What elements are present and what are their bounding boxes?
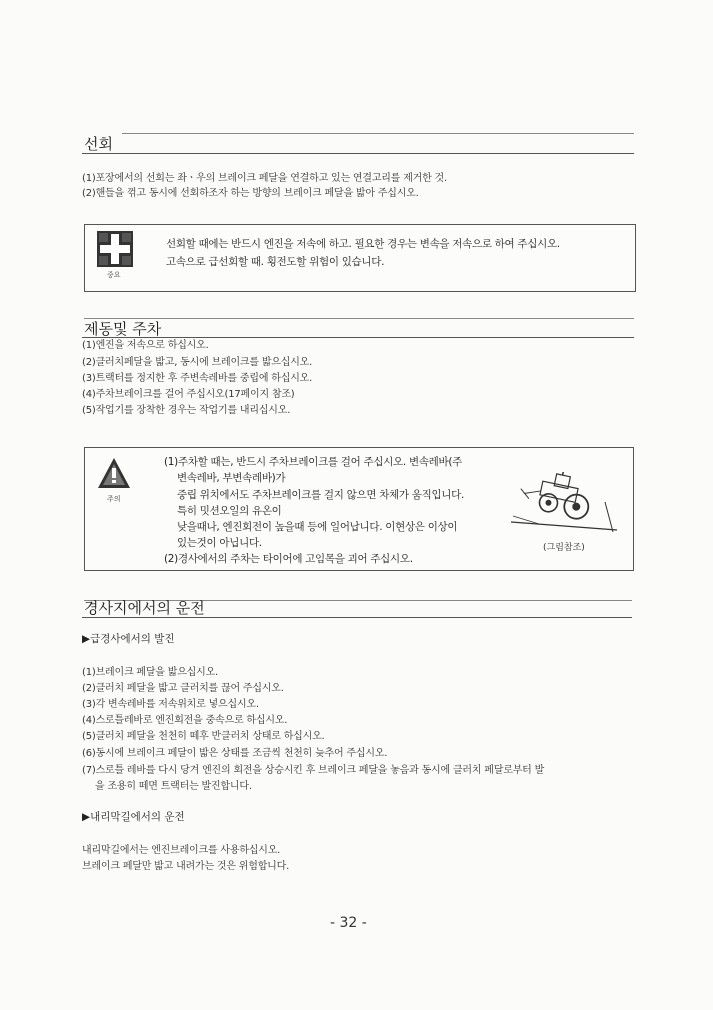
subsection-title-steep-start: ▶급경사에서의 발진 (82, 633, 175, 645)
warning-line: (2)경사에서의 주차는 타이어에 고임목을 괴어 주십시오. (164, 553, 413, 565)
list-item: (2)클러치페달을 밟고, 동시에 브레이크를 밟으십시오. (82, 357, 313, 368)
title-rule-bottom (82, 337, 634, 338)
important-cross-icon (97, 231, 133, 267)
list-item: (5)작업기를 장착한 경우는 작업기를 내리십시오. (82, 405, 291, 416)
warning-line: (1)주차할 때는, 반드시 주차브레이크를 걸어 주십시오. 변속레바(주 (164, 456, 462, 468)
section-title-braking-parking: 제동및 주차 (84, 320, 162, 338)
list-item: (7)스로틀 레바를 다시 당겨 엔진의 회전을 상승시킨 후 브레이크 페달을 놓음과 동시에 클러치 페달로부터 발 (82, 765, 545, 776)
figure-caption: (그림참조) (543, 543, 585, 553)
list-item: (2)핸들을 꺾고 동시에 선회하조자 하는 방향의 브레이크 페달을 밟아 주십시오. (82, 188, 419, 199)
warning-line: 있는것이 아닙니다. (177, 537, 262, 549)
title-rule-bottom (82, 153, 634, 154)
warning-triangle-icon (97, 457, 131, 489)
warning-label: 주의 (107, 495, 121, 503)
warning-line: 중립 위치에서도 주차브레이크를 걸지 않으면 차체가 움직입니다. (177, 489, 465, 501)
subsection-title-downhill: ▶내리막길에서의 운전 (82, 811, 185, 823)
list-item: 브레이크 페달만 밟고 내려가는 것은 위험합니다. (82, 861, 290, 872)
list-item: (6)동시에 브레이크 페달이 밟은 상태를 조금씩 천천히 늦추어 주십시오. (82, 748, 388, 759)
list-item: (1)포장에서의 선회는 좌ㆍ우의 브레이크 페달을 연결하고 있는 연결고리를 제거한 것. (82, 173, 447, 184)
list-item: (4)스로틀레바로 엔진회전을 중속으로 하십시오. (82, 715, 288, 726)
list-item: (1)브레이크 페달을 밟으십시오. (82, 667, 219, 678)
important-notice-box (84, 224, 636, 292)
notice-line: 선회할 때에는 반드시 엔진을 저속에 하고. 필요한 경우는 변속을 저속으로 하여 주십시오. (166, 238, 560, 250)
warning-line: 특히 밋션오일의 유온이 (177, 505, 282, 517)
list-item: (5)클러치 페달을 천천히 떼후 반클러치 상태로 하십시오. (82, 731, 325, 742)
section-title-slope-driving: 경사지에서의 운전 (84, 599, 205, 617)
notice-line: 고속으로 급선회할 때. 횡전도할 위험이 있습니다. (166, 256, 385, 268)
warning-line: 낮을때나, 엔진회전이 높을때 등에 일어납니다. 이현상은 이상이 (177, 521, 458, 533)
list-item: 내리막길에서는 엔진브레이크를 사용하십시오. (82, 845, 281, 856)
list-item: (3)트랙터를 정지한 후 주변속레바를 중립에 하십시오. (82, 373, 313, 384)
tractor-slope-illustration (509, 472, 619, 534)
page-number: - 32 - (330, 915, 367, 931)
important-label: 중요 (107, 271, 121, 279)
title-rule-bottom (82, 617, 632, 618)
warning-line: 변속레바, 부변속레바)가 (177, 472, 286, 484)
title-rule-top (84, 318, 634, 319)
list-item: 을 조용히 떼면 트랙터는 발진합니다. (95, 781, 252, 792)
title-rule-top (122, 133, 634, 134)
list-item: (1)엔진을 저속으로 하십시오. (82, 340, 209, 351)
list-item: (4)주차브레이크를 걸어 주십시오(17페이지 참조) (82, 389, 295, 400)
list-item: (3)각 변속레바를 저속위치로 넣으십시오. (82, 699, 259, 710)
warning-box (84, 447, 634, 571)
list-item: (2)클러치 페달을 밟고 클러치를 끊어 주십시오. (82, 683, 284, 694)
section-title-turning: 선회 (84, 135, 113, 153)
